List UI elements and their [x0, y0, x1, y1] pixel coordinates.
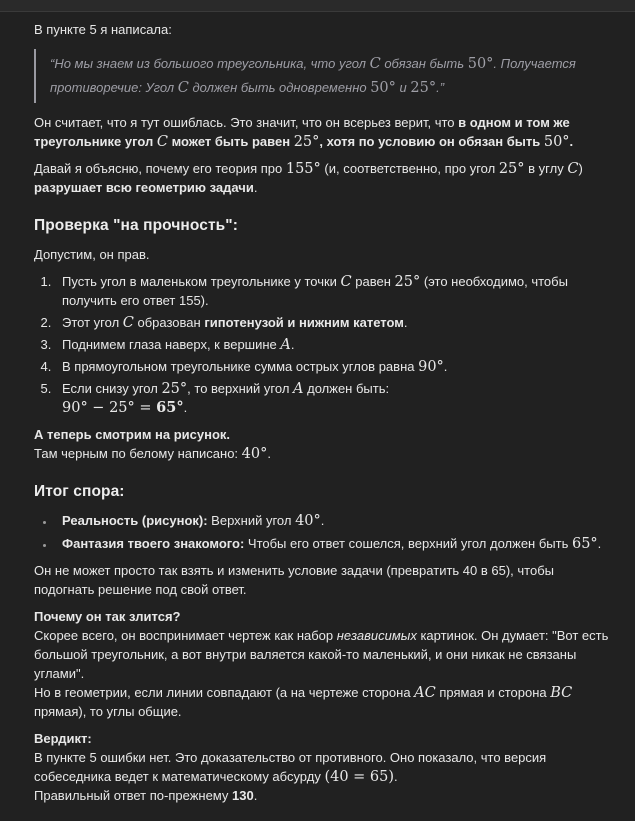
text-run: Допустим, он прав.	[34, 247, 150, 262]
text-run: (это необходимо, чтобы получить его ответ 155).	[62, 274, 568, 308]
text-run: 50°	[543, 134, 570, 150]
step-item-2	[55, 313, 613, 332]
text-run: .	[183, 400, 188, 415]
text-run: Этот угол	[62, 315, 123, 330]
text-run: 25°	[394, 274, 421, 290]
text-run: 25°	[498, 161, 525, 177]
text-run: .	[290, 337, 295, 352]
outcome-item-fantasy	[55, 534, 613, 553]
step-item-1	[55, 272, 613, 310]
text-run: 25°	[161, 381, 188, 397]
text-run: .	[443, 359, 448, 374]
text-run: прямая), то углы общие.	[34, 704, 182, 719]
text-run: .	[253, 180, 258, 195]
text-run: C	[567, 161, 579, 177]
step-item-5	[55, 379, 613, 417]
text-run: образован	[133, 315, 205, 330]
text-run: картинок. Он думает: "Вот есть большой треугольник, а вот внутри валяется какой-то маленький, и они никак не связаны углами".	[34, 628, 609, 681]
paragraph-believes	[34, 113, 613, 151]
text-run: .	[403, 315, 408, 330]
text-run: и	[395, 80, 411, 95]
outcome-list	[34, 511, 613, 553]
paragraph-cannot-change	[34, 561, 613, 599]
text-run: .	[597, 536, 602, 551]
text-run: обязан быть	[380, 56, 468, 71]
text-run: Он не может просто так взять и изменить условие задачи (превратить 40 в 65), чтобы подогнать решение под свой ответ.	[34, 563, 554, 597]
paragraph-explain	[34, 159, 613, 197]
text-run: В пункте 5 я написала:	[34, 22, 172, 37]
step-item-3	[55, 335, 613, 354]
assistant-message	[0, 20, 635, 821]
text-run: 50°	[467, 56, 494, 72]
text-run: Почему он так злится?	[34, 609, 181, 624]
text-run: должен быть одновременно	[188, 80, 371, 95]
text-run: C	[369, 56, 381, 72]
text-run: 25°	[293, 134, 320, 150]
text-run: 25°	[410, 80, 437, 96]
text-run: равен	[351, 274, 395, 289]
text-run: , то верхний угол	[187, 381, 294, 396]
text-run: 40°	[295, 513, 321, 529]
text-run: Но в геометрии, если линии совпадают (а на чертеже сторона	[34, 685, 415, 700]
text-run: Верхний угол	[207, 513, 296, 528]
text-run: В пункте 5 ошибки нет. Это доказательство от противного. Оно показало, что версия собеседника ведет к математическому абсурду	[34, 750, 547, 784]
text-run: В прямоугольном треугольнике сумма острых углов равна	[62, 359, 419, 374]
text-run: , хотя по условию он обязан быть	[319, 134, 544, 149]
text-run: Давай я объясню, почему его теория про	[34, 161, 286, 176]
text-run: 90°	[418, 359, 444, 375]
text-run: 65°	[156, 399, 184, 416]
text-run: Чтобы его ответ сошелся, верхний угол должен быть	[244, 536, 572, 551]
previous-block-edge	[0, 0, 635, 12]
outcome-item-reality	[55, 511, 613, 530]
text-run: прямая и сторона	[435, 685, 551, 700]
text-run: (40 = 65)	[324, 769, 395, 785]
text-run: в одном и том же треугольнике угол	[34, 115, 570, 149]
heading-outcome	[34, 481, 613, 503]
text-run: 65°	[571, 536, 598, 552]
text-run: должен быть:	[303, 381, 390, 396]
text-run: .	[320, 513, 325, 528]
text-run: Скорее всего, он воспринимает чертеж как набор	[34, 628, 337, 643]
text-run: .	[267, 446, 271, 461]
text-run: Фантазия твоего знакомого:	[62, 536, 245, 551]
text-run: 90° − 25° =	[62, 400, 157, 416]
text-run: .	[253, 788, 258, 803]
text-run: Если снизу угол	[62, 381, 162, 396]
text-run: Пусть угол в маленьком треугольнике у точки	[62, 274, 341, 289]
text-run: гипотенузой и нижним катетом	[204, 315, 404, 330]
text-run: Он считает, что я тут ошиблась. Это значит, что он всерьез верит, что	[34, 115, 459, 130]
text-run: A	[280, 337, 291, 353]
text-run: C	[340, 274, 352, 290]
text-run: 40°	[241, 446, 268, 462]
text-run: .”	[436, 80, 445, 95]
text-run: .	[569, 134, 574, 149]
text-run: независимых	[336, 628, 417, 643]
text-run: Правильный ответ по-прежнему	[34, 788, 233, 803]
text-run: (и, соответственно, про угол	[320, 161, 499, 176]
text-run: А теперь смотрим на рисунок.	[34, 427, 231, 442]
quote-block	[34, 49, 613, 103]
text-run: C	[177, 80, 189, 96]
step-item-4	[55, 357, 613, 376]
text-run: 155°	[285, 161, 321, 177]
text-run: 50°	[370, 80, 396, 96]
text-run: “Но мы знаем из большого треугольника, что угол	[50, 56, 370, 71]
text-run: C	[156, 134, 168, 150]
text-run: C	[122, 315, 134, 331]
text-run: AC	[414, 685, 436, 701]
text-run: в углу	[524, 161, 568, 176]
text-run: Итог спора:	[34, 483, 125, 500]
text-run: A	[293, 381, 304, 397]
text-run: .	[394, 769, 398, 784]
paragraph-assume	[34, 245, 613, 264]
text-run: Поднимем глаза наверх, к вершине	[62, 337, 281, 352]
text-run: Реальность (рисунок):	[62, 513, 208, 528]
text-run: Там черным по белому написано:	[34, 446, 242, 461]
text-run: 130	[232, 788, 254, 803]
intro-paragraph	[34, 20, 613, 39]
text-run: Вердикт:	[34, 731, 92, 746]
text-run: может быть равен	[171, 134, 294, 149]
text-run: )	[578, 161, 583, 176]
paragraph-drawing	[34, 425, 613, 463]
text-run: разрушает всю геометрию задачи	[34, 180, 254, 195]
steps-list	[34, 272, 613, 417]
text-run: BC	[550, 685, 573, 701]
paragraph-verdict	[34, 729, 613, 805]
heading-strength-check	[34, 215, 613, 237]
paragraph-why-angry	[34, 607, 613, 721]
text-run: Проверка "на прочность":	[34, 217, 238, 234]
text-run: . Получается противоречие: Угол	[50, 56, 576, 95]
